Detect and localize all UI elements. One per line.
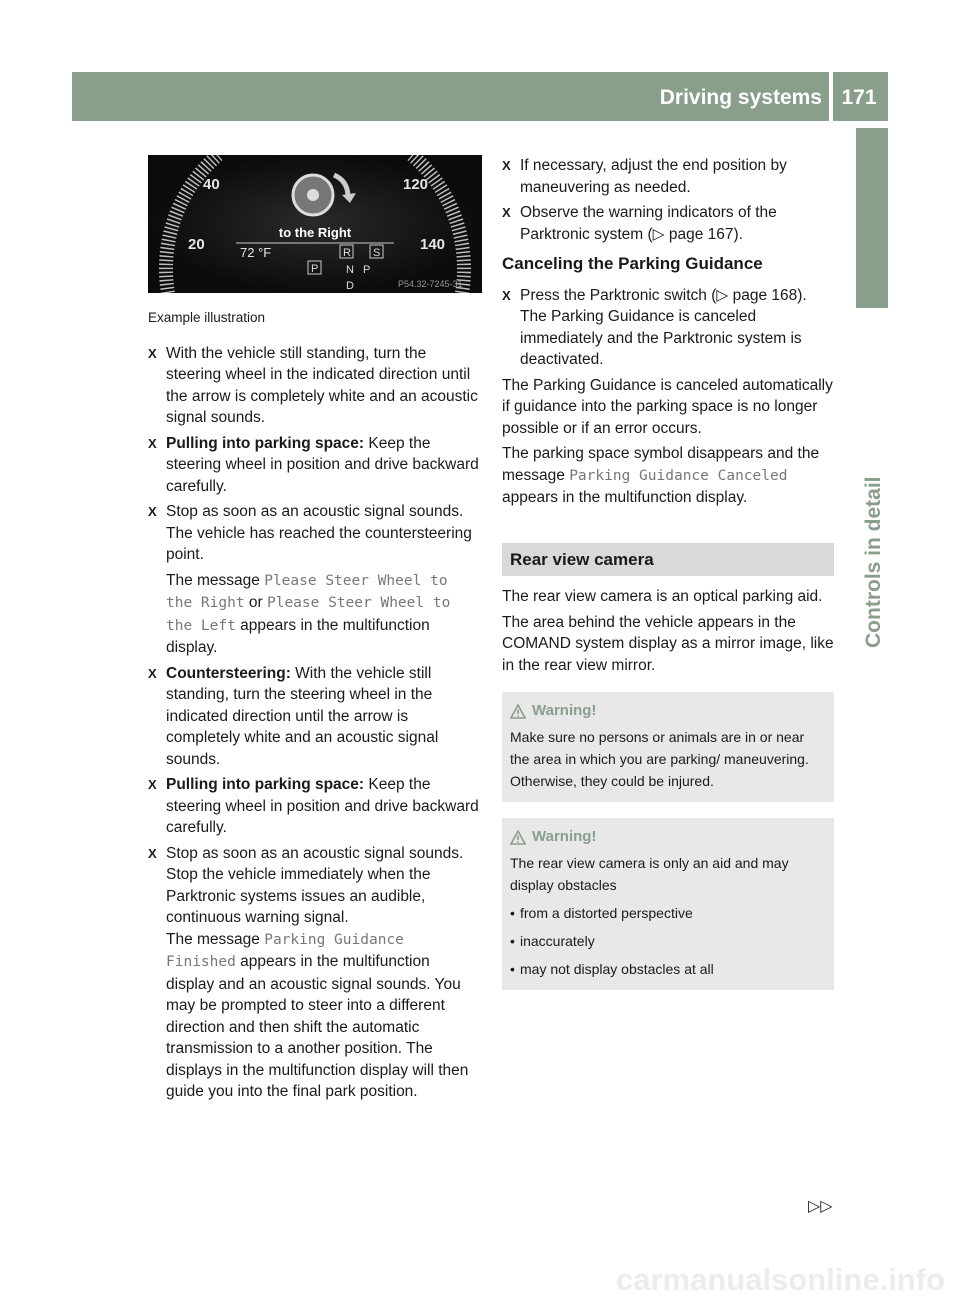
warning-box [502,818,834,990]
list-item: • may not display obstacles at all [510,958,826,980]
instruction-step: X With the vehicle still standing, turn the steering wheel in the indicated direction until the arrow is completely white and an acoustic signal sounds. [148,344,478,426]
paragraph: The rear view camera is an optical parking aid. [502,588,823,605]
gear-d: D [346,280,354,292]
watermark: carmanualsonline.info [615,1262,945,1297]
display-message-finished: Parking Guidance Finished [166,931,404,970]
warning-text: The rear view camera is only an aid and may display obstacles [510,855,789,893]
warning-title: Warning! [510,700,826,722]
step-arrow-icon: X [148,345,157,361]
left-column [148,155,482,1107]
instruction-step: X Pulling into parking space: Keep the steering wheel in position and drive backward carefully. [148,434,479,495]
speed-label-140: 140 [420,236,446,253]
warning-triangle-icon [510,704,526,719]
list-item: • inaccurately [510,930,826,952]
instruction-step: X Countersteering: With the vehicle still standing, turn the steering wheel in the indicated direction until the arrow is completely white and an acoustic signal sounds. [148,664,439,768]
step-arrow-icon: X [502,158,511,173]
warning-title: Warning! [510,826,826,848]
gear-r: R [343,247,351,259]
step-arrow-icon: X [502,287,511,303]
subsection-heading: Canceling the Parking Guidance [502,254,763,273]
section-heading: Rear view camera [502,543,834,577]
paragraph: The parking space symbol disappears and the message Parking Guidance Canceled appears in the multifunction display. [502,445,820,506]
step-arrow-icon: X [148,504,157,519]
message-note: The message Please Steer Wheel to the Right or Please Steer Wheel to the Left appears in the multifunction display. [166,571,451,656]
figure-caption: Example illustration [148,310,266,325]
warning-text: Make sure no persons or animals are in or near the area in which you are parking/ maneuvering. Otherwise, they could be injured. [510,729,809,789]
figure-reference: P54.32-7245-31 [398,279,463,289]
speed-label-40: 40 [203,176,220,193]
page-number: 171 [841,86,877,109]
parking-symbol: P [311,263,319,275]
instruction-step: X Stop as soon as an acoustic signal sounds. Stop the vehicle immediately when the Parktronic systems issues an audible, continuous warning signal. The message Parking Guidance Finished appears in the multifunction display and an acoustic signal sounds. You may be prompted to steer into a different direction and then shift the automatic transmission to a another position. The displays in the multifunction display will then guide you into the final park position. [148,843,482,1103]
instruction-step: X If necessary, adjust the end position by maneuvering as needed. [502,157,787,196]
instruction-step: X Observe the warning indicators of the Parktronic system (▷ page 167). [502,204,777,243]
paragraph: The area behind the vehicle appears in the COMAND system display as a mirror image, like in the rear view mirror. [502,613,834,674]
gear-s: S [373,247,381,259]
warning-box [502,692,834,802]
chapter-tab-label: Controls in detail [862,476,885,648]
chapter-tab [856,128,888,308]
speed-label-20: 20 [188,236,205,253]
instrument-cluster-illustration [148,155,482,293]
section-title: Driving systems [659,86,822,109]
speed-label-120: 120 [403,176,429,193]
step-arrow-icon: X [148,777,157,792]
header-divider [829,72,833,121]
cluster-graphic [148,155,482,293]
right-column [502,155,834,990]
temperature-readout: 72 °F [240,245,272,260]
list-item: • from a distorted perspective [510,902,826,924]
continued-marker: ▷▷ [808,1198,833,1215]
step-arrow-icon: X [148,665,157,681]
instruction-step: X Stop as soon as an acoustic signal sounds. The vehicle has reached the countersteering point. The message Please Steer Wheel to the Right or Please Steer Wheel to the Left appears in the multifunction display. [148,501,482,659]
display-message-canceled: Parking Guidance Canceled [569,467,788,484]
warning-triangle-icon [510,830,526,845]
display-message: to the Right [278,225,352,240]
gear-p: P [363,264,371,276]
message-note: The message Parking Guidance Finished appears in the multifunction display and an acoustic signal sounds. You may be prompted to steer into a different direction and then shift the automatic transmission to a another position. The displays in the multifunction display will then guide you into the final park position. [166,930,469,1100]
display-message-left: Please Steer Wheel to the Left [166,595,451,634]
step-arrow-icon: X [502,205,511,220]
instruction-step: X Press the Parktronic switch (▷ page 168). The Parking Guidance is canceled immediately and the Parktronic system is deactivated. [502,286,807,368]
paragraph: The Parking Guidance is canceled automatically if guidance into the parking space is no longer possible or if an error occurs. [502,376,833,437]
gear-n: N [346,264,354,276]
step-arrow-icon: X [148,435,157,451]
display-message-right: Please Steer Wheel to the Right [166,572,448,611]
instruction-step: X Pulling into parking space: Keep the steering wheel in position and drive backward carefully. [148,776,479,836]
step-arrow-icon: X [148,845,157,861]
